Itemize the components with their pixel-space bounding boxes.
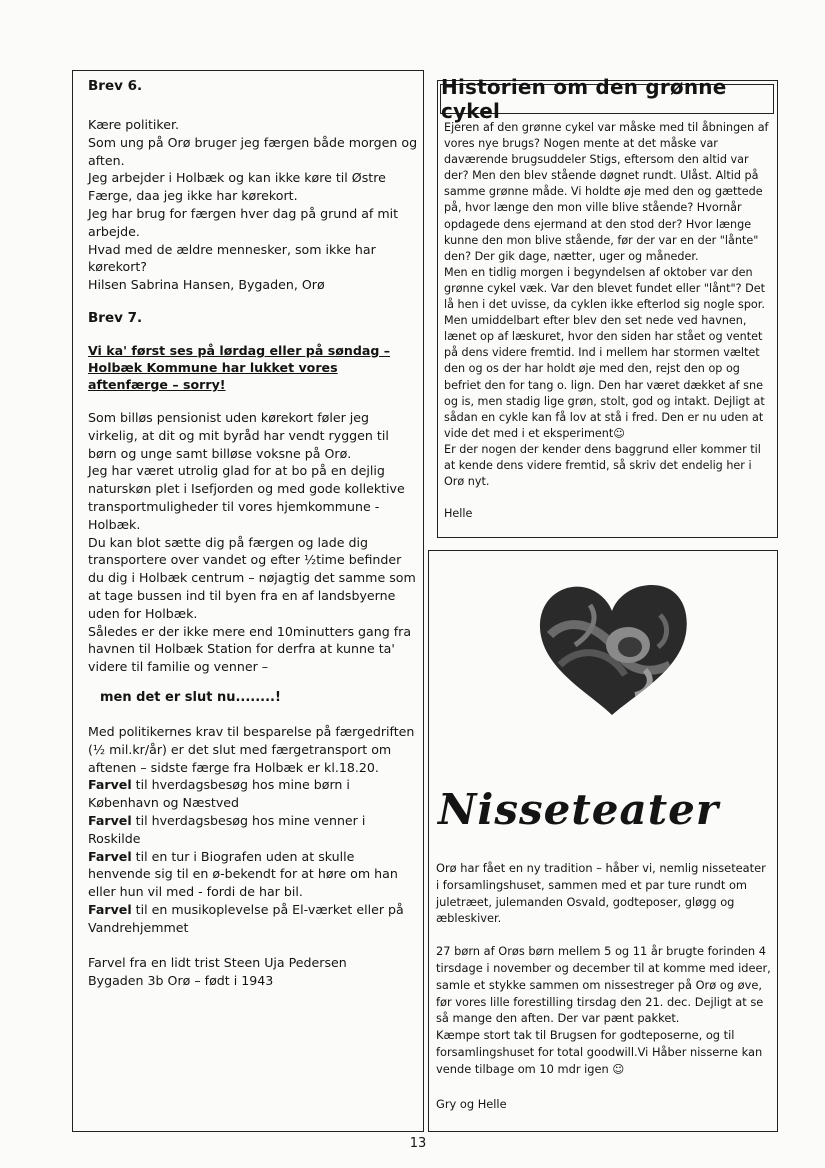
- green-bike-signature: Helle: [444, 507, 473, 521]
- farvel-line: [88, 776, 418, 812]
- brev6-line: Kære politiker.: [88, 117, 180, 132]
- brev6-line: Som ung på Orø bruger jeg færgen både morgen og aften.: [88, 134, 418, 168]
- brev6-line: Jeg arbejder i Holbæk og kan ikke køre til Østre Færge, daa jeg ikke har kørekort.: [88, 170, 386, 204]
- nisseteater-paragraph: Kæmpe stort tak til Brugsen for godteposerne, og til forsamlingshuset for total goodwill.Vi Håber nisserne kan vende tilbage om 10 mdr igen ☺: [436, 1028, 763, 1076]
- brev6-line: Hilsen Sabrina Hansen, Bygaden, Orø: [88, 277, 325, 293]
- nisseteater-content: [436, 860, 772, 1112]
- brev7-line: Du kan blot sætte dig på færgen og lade dig transportere over vandet og efter ½time befinder du dig i Holbæk centrum – nøjagtig det samme som at tage bussen ind til byen fra en af landsbyerne uden for Holbæk.: [88, 534, 416, 621]
- brev7-line: Som billøs pensionist uden kørekort føler jeg virkelig, at dit og mit byråd har vendt ryggen til børn og unge samt billøse voksne på Orø.: [88, 409, 389, 461]
- heart-illustration: [530, 575, 695, 720]
- brev7-line: Således er der ikke mere end 10minutters gang fra havnen til Holbæk Station for derfra at kunne ta' videre til familie og venner –: [88, 623, 412, 675]
- farvel-word: Farvel: [88, 901, 132, 917]
- after-intro: Med politikernes krav til besparelse på færgedriften (½ mil.kr/år) er det slut med færgetransport om aftenen – sidste færge fra Holbæk er kl.18.20.: [88, 723, 415, 775]
- farvel-word: Farvel: [88, 777, 132, 793]
- nisseteater-paragraph: 27 børn af Orøs børn mellem 5 og 11 år brugte forinden 4 tirsdage i november og december til at komme med ideer, samle et stykke sammen om nissestreger på Orø og øve, før vores lille forestilling tirsdag den 21. dec. Dejligt at se så mange den aften. Der var pænt pakket.: [436, 944, 771, 1026]
- farvel-text: til en tur i Biografen uden at skulle henvende sig til en ø-bekendt for at høre om han eller hun vil med - fordi de har bil.: [88, 848, 398, 900]
- green-bike-title-box: [440, 75, 774, 123]
- farvel-word: Farvel: [88, 812, 132, 828]
- farvel-text: til hverdagsbesøg hos mine børn i København og Næstved: [88, 777, 350, 811]
- farvel-text: til en musikoplevelse på El-værket eller på Vandrehjemmet: [88, 901, 404, 935]
- signature-line: Farvel fra en lidt trist Steen Uja Pedersen: [88, 955, 347, 971]
- brev7-headline: Vi ka' først ses på lørdag eller på søndag – Holbæk Kommune har lukket vores aftenfærge – sorry!: [88, 342, 391, 392]
- green-bike-content: [444, 120, 774, 522]
- brev6-line: Jeg har brug for færgen hver dag på grund af mit arbejde.: [88, 205, 399, 239]
- signature-line: Bygaden 3b Orø – født i 1943: [88, 973, 274, 989]
- brev6-line: Hvad med de ældre mennesker, som ikke har kørekort?: [88, 241, 376, 275]
- farvel-word: Farvel: [88, 848, 132, 864]
- nisseteater-paragraph: Orø har fået en ny tradition – håber vi, nemlig nisseteater i forsamlingshuset, sammen med et par ture rundt om juletræet, julemanden Osvald, godteposer, gløgg og æbleskiver.: [436, 861, 766, 926]
- farvel-line: [88, 901, 418, 937]
- farvel-line: [88, 848, 418, 901]
- farvel-line: [88, 812, 418, 848]
- page-number: 13: [409, 1136, 427, 1151]
- nisseteater-title: Nisseteater: [438, 785, 719, 834]
- brev7-heading: Brev 7.: [88, 309, 143, 326]
- slut-line: men det er slut nu........!: [100, 689, 281, 705]
- farvel-text: til hverdagsbesøg hos mine venner i Roskilde: [88, 812, 366, 846]
- brev7-line: Jeg har været utrolig glad for at bo på en dejlig naturskøn plet i Isefjorden og med gode kollektive transportmuligheder til vores hjemkommune - Holbæk.: [88, 463, 405, 532]
- left-column-content: [88, 78, 418, 990]
- green-bike-paragraph: Er der nogen der kender dens baggrund eller kommer til at kende dens videre fremtid, så skriv det endelig her i Orø nyt.: [444, 442, 761, 489]
- green-bike-title: Historien om den grønne cykel: [441, 75, 727, 123]
- green-bike-paragraph: Ejeren af den grønne cykel var måske med til åbningen af vores nye brugs? Nogen mente at det måske var daværende brugsuddeler Stigs, eftersom den altid var der? Men den blev stående døgnet rundt. Ulåst. Altid på samme grønne måde. Vi holdte øje med den og gættede på, hvor længe den mon ville blive stående? Hvornår opdagede dens ejermand at den stod der? Hvor længe kunne den mon blive stående, før der var en der "lånte" den? Der gik dage, nætter, uger og måneder.: [444, 121, 769, 263]
- green-bike-paragraph: Men en tidlig morgen i begyndelsen af oktober var den grønne cykel væk. Var den blevet fundet eller "lånt"? Det lå hen i det uvisse, da cyklen ikke efterlod sig nogle spor. Men umiddelbart efter blev den set nede ved havnen, lænet op af læskuret, hvor den siden har stået og ventet på dens videre fremtid. Ind i mellem har stormen væltet den og os der har holdt øje med den, rejst den op og befriet den for tang o. lign. Den har været dækket af sne og is, men stadig lige grøn, stolt, god og intakt. Dejligt at sådan en cykle kan få lov at stå i fred. Den er nu uden at vide det med i et eksperiment☺: [444, 265, 766, 440]
- brev6-heading: Brev 6.: [88, 78, 143, 94]
- nisseteater-signature: Gry og Helle: [436, 1096, 507, 1111]
